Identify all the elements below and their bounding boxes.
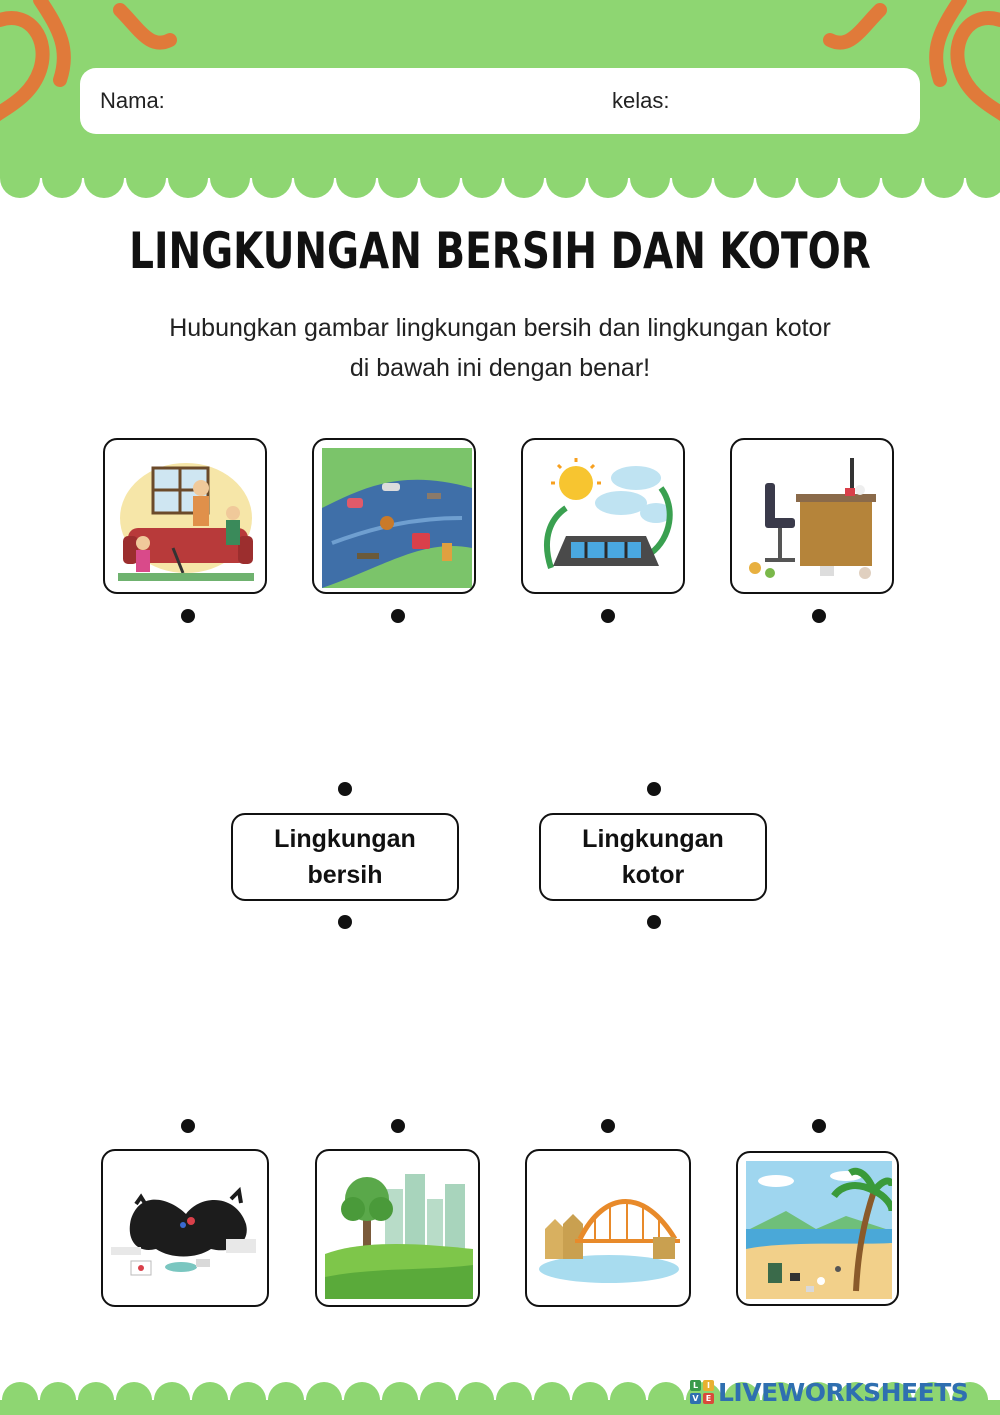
- name-label: Nama:: [100, 88, 165, 113]
- instruction-line-1: Hubungkan gambar lingkungan bersih dan lingkungan kotor: [169, 314, 831, 342]
- category-clean: [231, 813, 459, 901]
- category-dirty: [539, 813, 767, 901]
- card-green-park[interactable]: [315, 1149, 480, 1307]
- connect-dot-bottom-3[interactable]: [601, 1119, 615, 1133]
- card-bridge[interactable]: [525, 1149, 691, 1307]
- connect-dot-dirty-bottom[interactable]: [647, 915, 661, 929]
- connect-dot-clean-top[interactable]: [338, 782, 352, 796]
- logo-letter-i: I: [703, 1380, 714, 1391]
- category-dirty-line1: Lingkungan: [582, 825, 724, 853]
- category-clean-line1: Lingkungan: [274, 825, 416, 853]
- class-field[interactable]: [685, 80, 905, 120]
- connect-dot-top-4[interactable]: [812, 609, 826, 623]
- connect-dot-top-3[interactable]: [601, 609, 615, 623]
- garbage-bags-icon: [111, 1159, 261, 1299]
- messy-desk-icon: [740, 448, 886, 586]
- card-dam[interactable]: [521, 438, 685, 594]
- card-garbage-bags[interactable]: [101, 1149, 269, 1307]
- connect-dot-bottom-1[interactable]: [181, 1119, 195, 1133]
- littered-beach-icon: [746, 1161, 892, 1299]
- class-label: kelas:: [612, 88, 670, 113]
- connect-dot-top-1[interactable]: [181, 609, 195, 623]
- card-polluted-river[interactable]: [312, 438, 476, 594]
- liveworksheets-logo-icon: [690, 1380, 714, 1404]
- connect-dot-top-2[interactable]: [391, 609, 405, 623]
- polluted-river-icon: [322, 448, 472, 588]
- connect-dot-clean-bottom[interactable]: [338, 915, 352, 929]
- category-clean-line2: bersih: [307, 861, 383, 889]
- instruction-line-2: di bawah ini dengan benar!: [349, 354, 651, 382]
- category-dirty-line2: kotor: [621, 861, 685, 889]
- card-beach[interactable]: [736, 1151, 899, 1306]
- logo-letter-e: E: [703, 1393, 714, 1404]
- connect-dot-dirty-top[interactable]: [647, 782, 661, 796]
- logo-letter-l: L: [690, 1380, 701, 1391]
- brand-name: LIVEWORKSHEETS: [718, 1377, 969, 1407]
- connect-dot-bottom-4[interactable]: [812, 1119, 826, 1133]
- green-park-city-icon: [325, 1159, 473, 1299]
- name-field[interactable]: [180, 80, 590, 120]
- family-cleaning-house-icon: [113, 448, 259, 586]
- card-messy-desk[interactable]: [730, 438, 894, 594]
- dam-sun-clouds-icon: [531, 448, 677, 586]
- page-title: LINGKUNGAN BERSIH DAN KOTOR: [129, 222, 871, 280]
- logo-letter-v: V: [690, 1393, 701, 1404]
- liveworksheets-brand: [690, 1375, 968, 1409]
- card-clean-house[interactable]: [103, 438, 267, 594]
- connect-dot-bottom-2[interactable]: [391, 1119, 405, 1133]
- bridge-over-river-icon: [535, 1159, 683, 1299]
